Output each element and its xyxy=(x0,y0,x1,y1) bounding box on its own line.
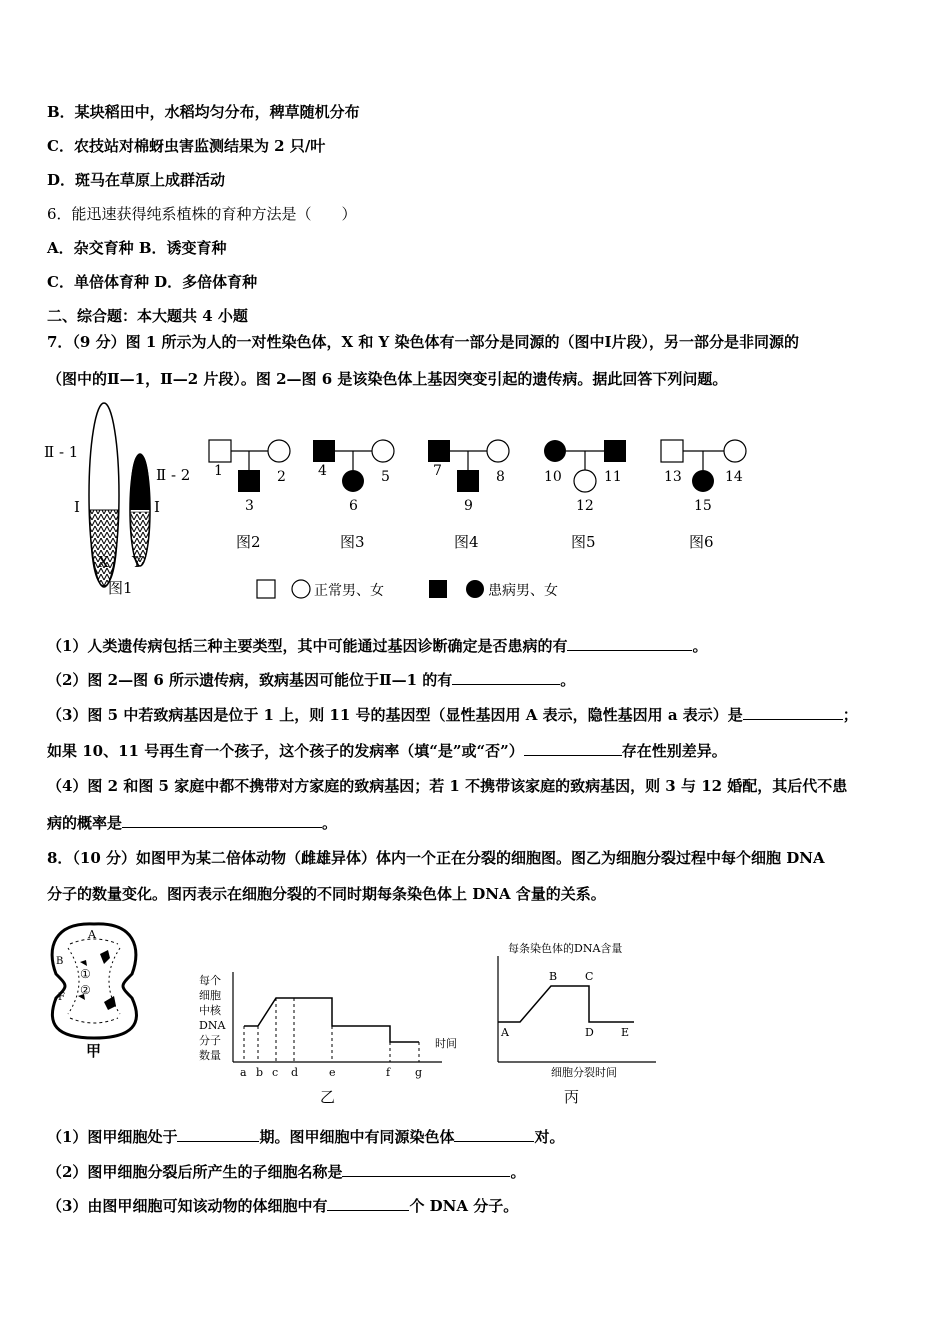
pedigree-fig5 xyxy=(544,440,626,551)
q7-part3-line2: 如果 10、11 号再生育一个孩子，这个孩子的发病率（填“是”或“否”） 存在性别差异。 xyxy=(47,742,727,760)
label-bing: 丙 xyxy=(564,1088,580,1106)
cell-label-1: ① xyxy=(80,967,91,981)
cell-diagram-jia xyxy=(52,924,136,1060)
q7-part1: （1）人类遗传病包括三种主要类型，其中可能通过基因诊断确定是否患病的有 。 xyxy=(47,637,708,655)
svg-text:2: 2 xyxy=(277,469,286,485)
label-ii2: Ⅱ - 2 xyxy=(156,466,191,484)
q8-figure xyxy=(44,914,664,1109)
x-homologous-segment xyxy=(90,510,118,586)
q8-part2: （2）图甲细胞分裂后所产生的子细胞名称是 。 xyxy=(47,1163,526,1181)
svg-text:11: 11 xyxy=(604,469,622,485)
pedigree-normal-female xyxy=(574,470,596,492)
pedigree-affected-male xyxy=(428,440,450,462)
pedigree-affected-female xyxy=(544,440,566,462)
svg-text:中核: 中核 xyxy=(199,1004,221,1017)
svg-text:e: e xyxy=(329,1066,336,1079)
q8-part3: （3）由图甲细胞可知该动物的体细胞中有 个 DNA 分子。 xyxy=(47,1197,519,1215)
bing-dna-curve xyxy=(498,986,634,1022)
svg-text:g: g xyxy=(415,1066,423,1079)
q8-part1: （1）图甲细胞处于 期。图甲细胞中有同源染色体 对。 xyxy=(47,1128,565,1146)
answer-blank[interactable] xyxy=(524,741,622,756)
pedigree-normal-male xyxy=(209,440,231,462)
svg-text:15: 15 xyxy=(694,498,712,514)
label-fig2: 图2 xyxy=(236,533,261,551)
pedigree-normal-male xyxy=(661,440,683,462)
svg-text:5: 5 xyxy=(381,469,390,485)
label-i-right: Ⅰ xyxy=(154,498,160,516)
cell-label-2: ② xyxy=(80,983,91,997)
bing-xlabel: 细胞分裂时间 xyxy=(551,1066,617,1079)
pedigree-affected-male xyxy=(238,470,260,492)
answer-blank[interactable] xyxy=(342,1162,510,1177)
label-jia: 甲 xyxy=(86,1042,102,1060)
cell-label-f: F xyxy=(58,992,65,1003)
svg-text:9: 9 xyxy=(464,498,473,514)
label-yi: 乙 xyxy=(320,1088,336,1106)
chart-bing xyxy=(498,941,656,1106)
label-x: X xyxy=(98,553,109,571)
bing-title: 每条染色体的DNA含量 xyxy=(508,942,623,955)
q7-part2: （2）图 2—图 6 所示遗传病，致病基因可能位于Ⅱ—1 的有 。 xyxy=(47,671,576,689)
pedigree-affected-male xyxy=(313,440,335,462)
svg-text:DNA: DNA xyxy=(199,1019,226,1032)
svg-text:分子: 分子 xyxy=(199,1034,221,1047)
svg-text:12: 12 xyxy=(576,498,594,514)
y-nonhomologous-segment xyxy=(130,454,150,510)
answer-blank[interactable] xyxy=(454,1127,534,1142)
label-fig3: 图3 xyxy=(340,533,365,551)
svg-text:3: 3 xyxy=(245,498,254,514)
label-fig5: 图5 xyxy=(571,533,596,551)
q7-stem-line2: （图中的Ⅱ—1，Ⅱ—2 片段）。图 2—图 6 是该染色体上基因突变引起的遗传病。据此回答下列问题。 xyxy=(47,370,728,388)
svg-text:B: B xyxy=(549,970,558,983)
svg-text:10: 10 xyxy=(544,469,562,485)
svg-text:数量: 数量 xyxy=(199,1049,221,1062)
answer-blank[interactable] xyxy=(122,813,322,828)
svg-text:c: c xyxy=(272,1066,279,1079)
q6-options-ab: A．杂交育种 B．诱变育种 xyxy=(47,239,227,257)
q7-part4-line2: 病的概率是 。 xyxy=(47,814,338,832)
q5-option-d: D．斑马在草原上成群活动 xyxy=(47,171,226,189)
pedigree-normal-female xyxy=(724,440,746,462)
yi-dna-curve xyxy=(244,998,419,1042)
pedigree-fig4 xyxy=(428,440,509,551)
pedigree-fig6 xyxy=(661,440,746,551)
label-y: Y xyxy=(132,553,142,571)
section-heading: 二、综合题：本大题共 4 小题 xyxy=(47,307,248,325)
svg-text:细胞: 细胞 xyxy=(199,989,221,1002)
pedigree-normal-female xyxy=(487,440,509,462)
q7-pedigree-figure xyxy=(44,400,754,610)
answer-blank[interactable] xyxy=(177,1127,259,1142)
pedigree-affected-female xyxy=(692,470,714,492)
legend-affected-label: 患病男、女 xyxy=(488,583,558,599)
q5-option-b: B．某块稻田中，水稻均匀分布，稗草随机分布 xyxy=(47,103,360,121)
cell-label-a: A xyxy=(88,928,96,941)
label-fig4: 图4 xyxy=(454,533,479,551)
answer-blank[interactable] xyxy=(743,705,843,720)
svg-text:8: 8 xyxy=(496,469,505,485)
pedigree-normal-female xyxy=(372,440,394,462)
svg-text:14: 14 xyxy=(725,469,743,485)
svg-text:1: 1 xyxy=(214,463,223,479)
chart-yi xyxy=(199,972,457,1106)
answer-blank[interactable] xyxy=(452,670,560,685)
pedigree-fig2 xyxy=(209,440,290,551)
svg-text:D: D xyxy=(585,1026,594,1039)
q5-option-c: C．农技站对棉蚜虫害监测结果为 2 只/叶 xyxy=(47,137,326,155)
pedigree-fig3 xyxy=(313,440,394,551)
svg-text:6: 6 xyxy=(349,498,358,514)
yi-xlabel: 时间 xyxy=(435,1037,457,1050)
label-ii1: Ⅱ - 1 xyxy=(44,443,79,461)
pedigree-affected-male xyxy=(604,440,626,462)
answer-blank[interactable] xyxy=(327,1196,409,1211)
svg-text:f: f xyxy=(386,1066,391,1079)
cell-label-b: B xyxy=(56,956,64,967)
svg-text:a: a xyxy=(240,1066,247,1079)
q7-part4-line1: （4）图 2 和图 5 家庭中都不携带对方家庭的致病基因；若 1 不携带该家庭的致病基因，则 3 与 12 婚配，其后代不患 xyxy=(47,777,848,795)
pedigree-affected-female xyxy=(342,470,364,492)
svg-text:C: C xyxy=(585,970,594,983)
pedigree-normal-female xyxy=(268,440,290,462)
svg-text:E: E xyxy=(621,1026,630,1039)
pedigree-legend xyxy=(257,580,558,599)
q6-options-cd: C．单倍体育种 D．多倍体育种 xyxy=(47,273,258,291)
svg-text:每个: 每个 xyxy=(199,974,221,987)
pedigree-affected-male xyxy=(457,470,479,492)
svg-text:b: b xyxy=(256,1066,264,1079)
q6-stem: 6．能迅速获得纯系植株的育种方法是（ ） xyxy=(47,205,357,223)
chromosome-diagram xyxy=(44,403,190,597)
legend-normal-label: 正常男、女 xyxy=(314,583,384,599)
q7-part3-line1: （3）图 5 中若致病基因是位于 1 上，则 11 号的基因型（显性基因用 A 表示，隐性基因用 a 表示）是 ； xyxy=(47,706,858,724)
svg-text:13: 13 xyxy=(664,469,682,485)
label-fig1: 图1 xyxy=(108,579,133,597)
q8-stem-line1: 8．（10 分）如图甲为某二倍体动物（雌雄异体）体内一个正在分裂的细胞图。图乙为细胞分裂过程中每个细胞 DNA xyxy=(47,849,825,867)
q7-stem-line1: 7．（9 分）图 1 所示为人的一对性染色体，X 和 Y 染色体有一部分是同源的（图中Ⅰ片段），另一部分是非同源的 xyxy=(47,333,800,351)
answer-blank[interactable] xyxy=(567,636,692,651)
label-fig6: 图6 xyxy=(689,533,714,551)
svg-text:d: d xyxy=(291,1066,299,1079)
q8-stem-line2: 分子的数量变化。图丙表示在细胞分裂的不同时期每条染色体上 DNA 含量的关系。 xyxy=(47,885,606,903)
svg-text:7: 7 xyxy=(433,463,442,479)
label-i-left: Ⅰ xyxy=(74,498,80,516)
svg-text:A: A xyxy=(501,1026,509,1039)
svg-text:4: 4 xyxy=(318,463,327,479)
